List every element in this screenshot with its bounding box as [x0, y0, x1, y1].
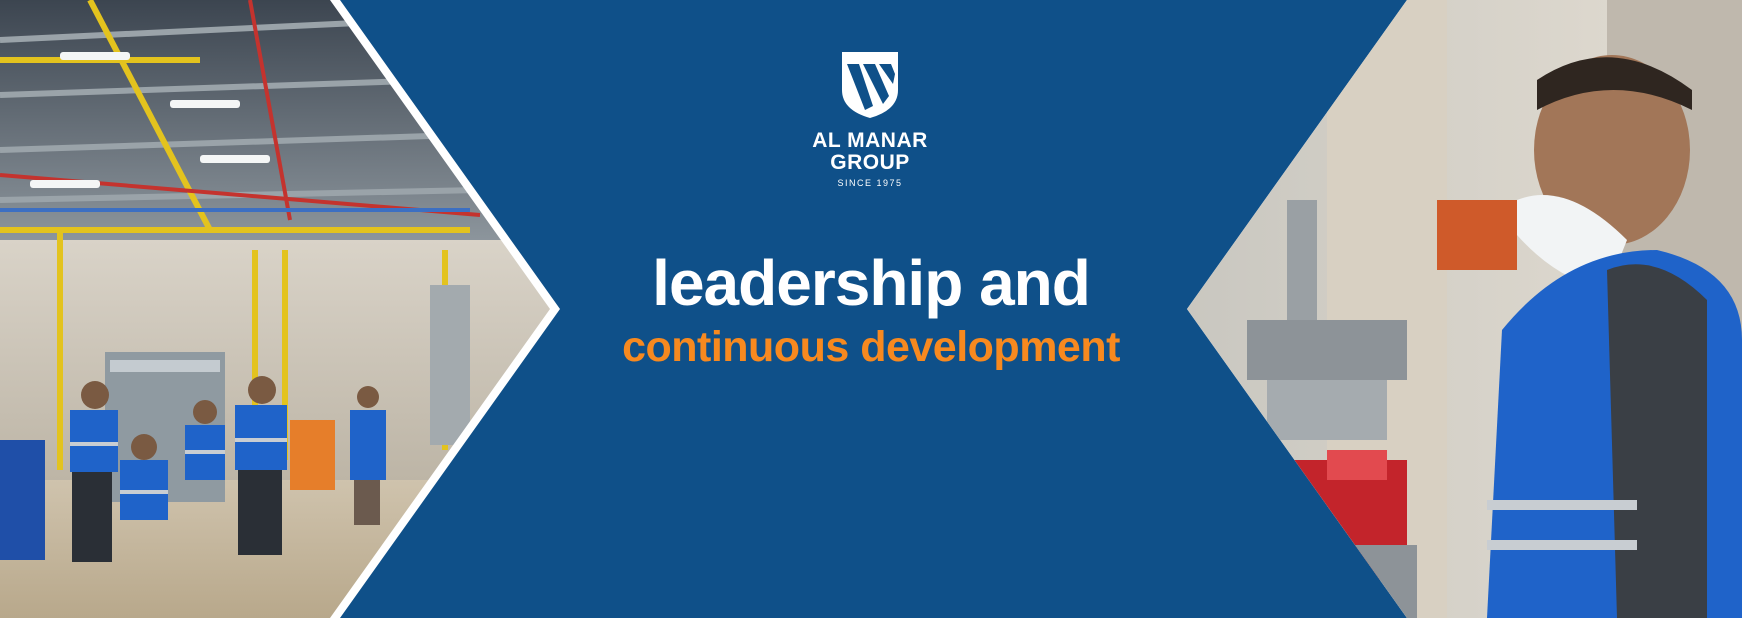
shield-logo-icon: [839, 50, 901, 120]
headline-secondary: continuous development: [622, 323, 1120, 371]
brand-logo: [785, 50, 955, 188]
left-chevron-divider: [330, 0, 562, 618]
logo-text-brand: AL MANAR: [812, 129, 928, 152]
logo-text-group: GROUP: [830, 151, 910, 174]
logo-text-since: SINCE 1975: [837, 178, 903, 188]
headline-primary: leadership and: [652, 247, 1090, 319]
